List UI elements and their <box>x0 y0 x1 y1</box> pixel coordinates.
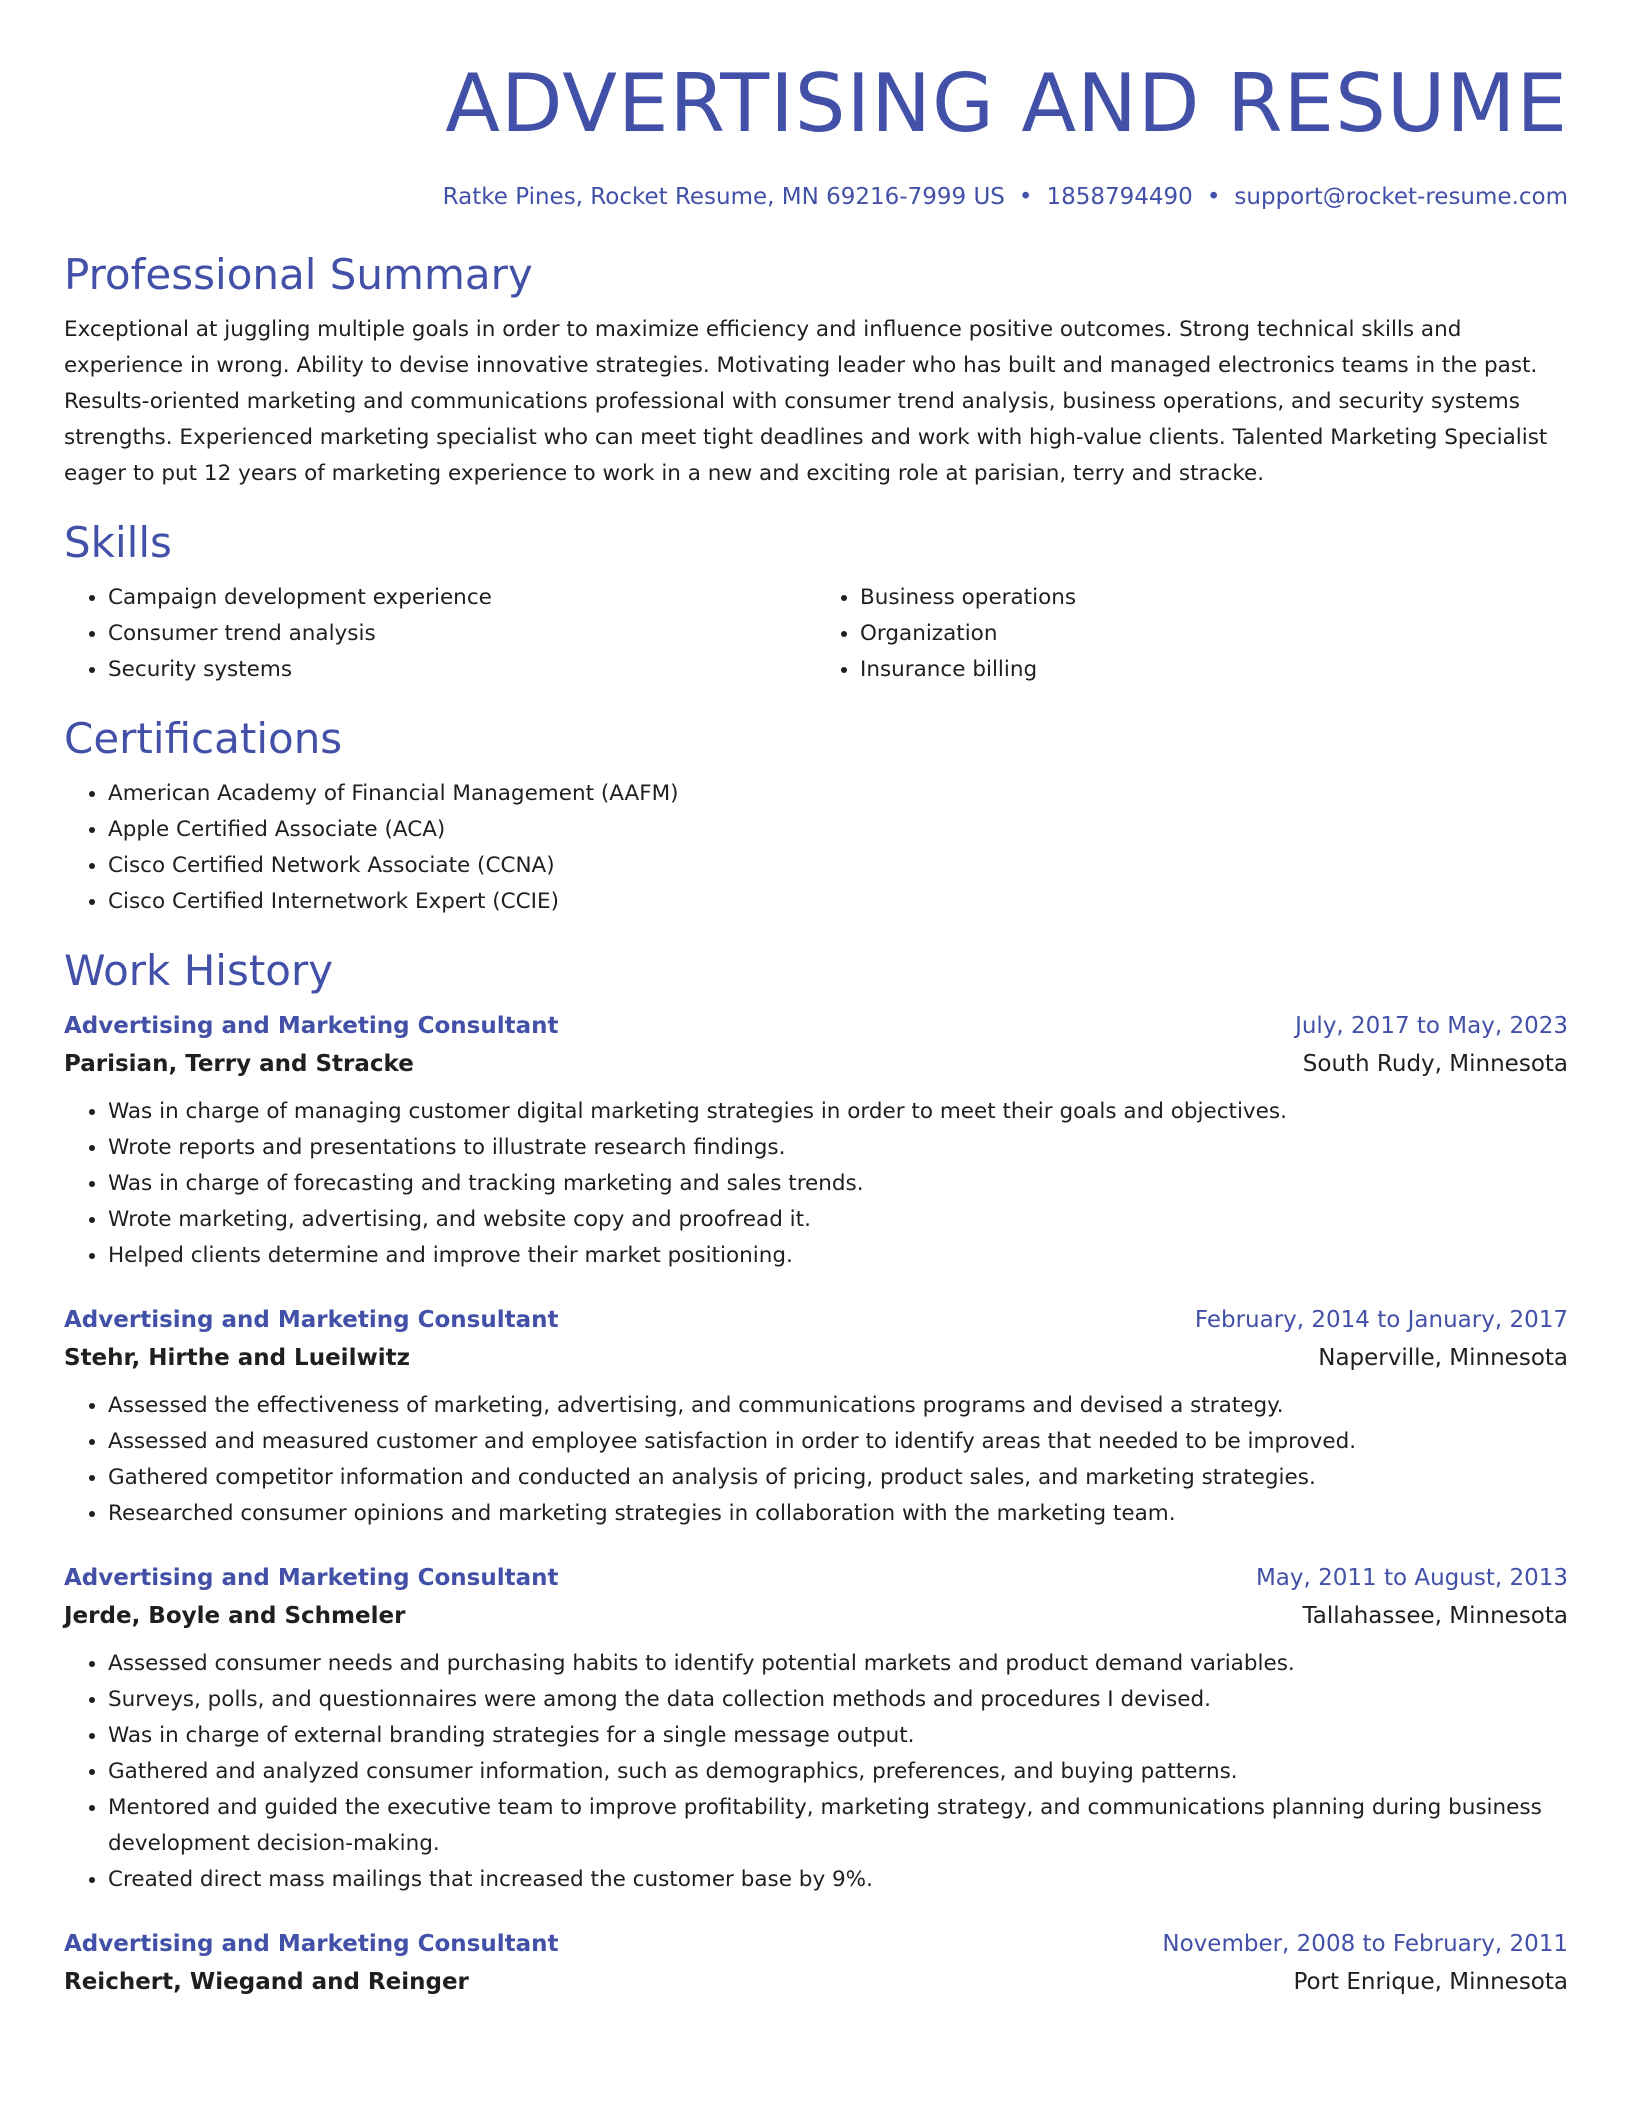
job-bullet: • Gathered and analyzed consumer information, such as demographics, preferences, and buying patterns. <box>108 1754 1568 1790</box>
contact-phone: 1858794490 <box>1046 184 1193 210</box>
skill-item: • Insurance billing <box>860 652 1568 688</box>
job-bullet: • Surveys, polls, and questionnaires were among the data collection methods and procedures I devised. <box>108 1682 1568 1718</box>
job-subheader <box>64 1342 1568 1374</box>
job-entry <box>64 1010 1568 1274</box>
certification-item: • Apple Certified Associate (ACA) <box>108 812 1568 848</box>
job-entry <box>64 1304 1568 1532</box>
job-company: Stehr, Hirthe and Lueilwitz <box>64 1345 410 1371</box>
skill-item: • Consumer trend analysis <box>108 616 816 652</box>
job-header <box>64 1010 1568 1042</box>
job-company: Parisian, Terry and Stracke <box>64 1051 414 1077</box>
job-title: Advertising and Marketing Consultant <box>64 1307 559 1333</box>
job-bullet: • Assessed and measured customer and employee satisfaction in order to identify areas that needed to be improved. <box>108 1424 1568 1460</box>
certification-item: • Cisco Certified Network Associate (CCNA) <box>108 848 1568 884</box>
job-bullet: • Created direct mass mailings that increased the customer base by 9%. <box>108 1862 1568 1898</box>
job-bullet: • Mentored and guided the executive team to improve profitability, marketing strategy, and communications planning during business development decision-making. <box>108 1790 1568 1862</box>
skill-item: • Business operations <box>860 580 1568 616</box>
job-bullet: • Was in charge of forecasting and tracking marketing and sales trends. <box>108 1166 1568 1202</box>
job-dates: November, 2008 to February, 2011 <box>1162 1931 1568 1957</box>
candidate-name: ADVERTISING AND RESUME <box>445 57 1568 150</box>
job-bullets <box>64 1094 1568 1274</box>
contact-separator: • <box>1018 184 1033 210</box>
section-heading-summary: Professional Summary <box>64 250 533 299</box>
job-bullets <box>64 1646 1568 1898</box>
job-bullet: • Assessed consumer needs and purchasing habits to identify potential markets and product demand variables. <box>108 1646 1568 1682</box>
section-heading-certifications: Certifications <box>64 714 343 763</box>
job-location: Naperville, Minnesota <box>1318 1345 1568 1371</box>
job-title: Advertising and Marketing Consultant <box>64 1013 559 1039</box>
job-location: Tallahassee, Minnesota <box>1302 1603 1568 1629</box>
contact-email: support@rocket-resume.com <box>1234 184 1568 210</box>
section-heading-work-history: Work History <box>64 946 334 995</box>
certifications-list <box>64 776 1568 920</box>
job-dates: February, 2014 to January, 2017 <box>1194 1307 1568 1333</box>
contact-separator: • <box>1206 184 1221 210</box>
contact-address: Ratke Pines, Rocket Resume, MN 69216-7999 US <box>442 184 1005 210</box>
job-entry <box>64 1928 1568 1998</box>
job-bullet: • Helped clients determine and improve their market positioning. <box>108 1238 1568 1274</box>
certification-item: • Cisco Certified Internetwork Expert (CCIE) <box>108 884 1568 920</box>
section-heading-skills: Skills <box>64 518 172 567</box>
job-dates: July, 2017 to May, 2023 <box>1295 1013 1568 1039</box>
job-bullet: • Wrote reports and presentations to illustrate research findings. <box>108 1130 1568 1166</box>
certification-item: • American Academy of Financial Management (AAFM) <box>108 776 1568 812</box>
contact-line <box>64 182 1568 212</box>
job-bullet: • Researched consumer opinions and marketing strategies in collaboration with the marketing team. <box>108 1496 1568 1532</box>
job-subheader <box>64 1966 1568 1998</box>
job-entry <box>64 1562 1568 1898</box>
job-bullet: • Gathered competitor information and conducted an analysis of pricing, product sales, and marketing strategies. <box>108 1460 1568 1496</box>
skill-item: • Organization <box>860 616 1568 652</box>
skills-column-right <box>816 580 1568 688</box>
job-location: Port Enrique, Minnesota <box>1293 1969 1568 1995</box>
skills-list <box>64 580 1568 688</box>
job-bullets <box>64 1388 1568 1532</box>
skills-column-left <box>64 580 816 688</box>
job-bullet: • Was in charge of external branding strategies for a single message output. <box>108 1718 1568 1754</box>
job-company: Jerde, Boyle and Schmeler <box>64 1603 406 1629</box>
job-company: Reichert, Wiegand and Reinger <box>64 1969 469 1995</box>
job-header <box>64 1928 1568 1960</box>
job-subheader <box>64 1048 1568 1080</box>
job-bullet: • Assessed the effectiveness of marketing, advertising, and communications programs and devised a strategy. <box>108 1388 1568 1424</box>
job-title: Advertising and Marketing Consultant <box>64 1565 559 1591</box>
skill-item: • Security systems <box>108 652 816 688</box>
job-header <box>64 1562 1568 1594</box>
job-bullet: • Was in charge of managing customer digital marketing strategies in order to meet their goals and objectives. <box>108 1094 1568 1130</box>
job-bullet: • Wrote marketing, advertising, and website copy and proofread it. <box>108 1202 1568 1238</box>
job-location: South Rudy, Minnesota <box>1302 1051 1568 1077</box>
job-dates: May, 2011 to August, 2013 <box>1255 1565 1568 1591</box>
job-subheader <box>64 1600 1568 1632</box>
skill-item: • Campaign development experience <box>108 580 816 616</box>
summary-text: Exceptional at juggling multiple goals in order to maximize efficiency and influence positive outcomes. Strong technical skills and experience in wrong. Ability to devise innovative strategies. Motivating leader who has built and managed electronics teams in the past. Results-oriented marketing and communications professional with consumer trend analysis, business operations, and security systems strengths. Experienced marketing specialist who can meet tight deadlines and work with high-value clients. Talented Marketing Specialist eager to put 12 years of marketing experience to work in a new and exciting role at parisian, terry and stracke. <box>64 317 1548 486</box>
resume-page <box>64 0 1568 1998</box>
job-header <box>64 1304 1568 1336</box>
job-title: Advertising and Marketing Consultant <box>64 1931 559 1957</box>
